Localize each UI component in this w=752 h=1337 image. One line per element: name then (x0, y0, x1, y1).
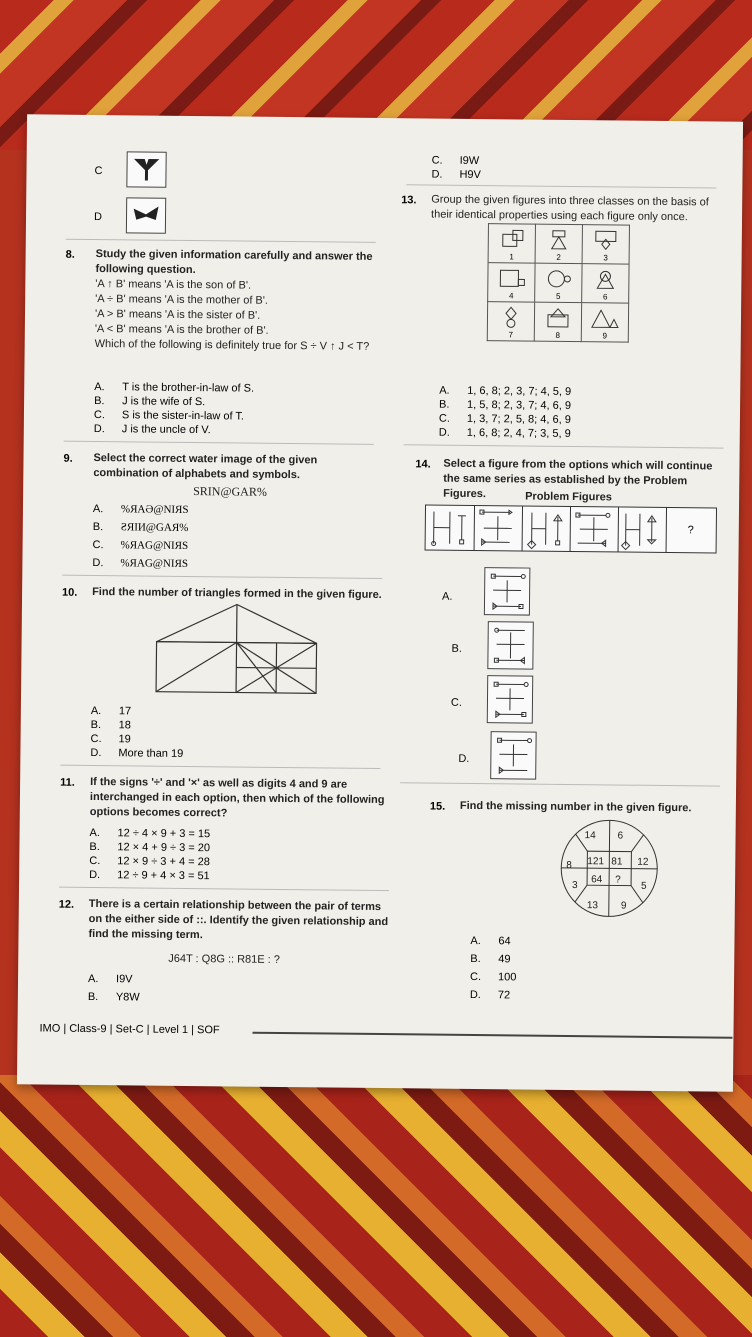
problem-figure-unknown: ? (687, 524, 694, 537)
prev-option-c: C (94, 164, 103, 178)
problem-figure-2 (474, 506, 523, 551)
q11-number: 11. (60, 776, 75, 789)
option-c-figure (126, 151, 166, 187)
grid-cell-7: 7 (487, 302, 534, 341)
divider (66, 239, 376, 243)
q15-num-3: 3 (571, 880, 578, 892)
q11-option-a[interactable]: A. 12 ÷ 4 × 9 + 3 = 15 (89, 826, 211, 841)
q12-text: There is a certain relationship between the pair of terms on the either side of ::. Identify the given relationship and find the missing term. (88, 897, 389, 942)
q8-option-d[interactable]: D. J is the uncle of V. (93, 422, 211, 437)
grid-cell-8: 8 (534, 302, 581, 341)
q10-option-c[interactable]: C. 19 (90, 732, 131, 746)
q8-block (95, 247, 376, 355)
q12-option-c-continued[interactable]: C. I9W (431, 154, 480, 168)
q8-number: 8. (65, 248, 75, 261)
q8-option-c[interactable]: C. S is the sister-in-law of T. (93, 408, 245, 423)
problem-figures-label: Problem Figures (525, 490, 612, 504)
grid-cell-2: 2 (535, 224, 582, 263)
problem-figure-5 (618, 507, 667, 552)
q15-num-5: 5 (640, 880, 647, 892)
q10-option-b[interactable]: B. 18 (90, 718, 132, 732)
q13-number: 13. (401, 194, 417, 207)
q14-option-c[interactable] (487, 675, 534, 723)
q10-option-a[interactable]: A. 17 (90, 704, 132, 718)
q9-number: 9. (63, 452, 73, 465)
q9-text: Select the correct water image of the given combination of alphabets and symbols. (93, 451, 318, 482)
grid-cell-4: 4 (488, 263, 535, 302)
q9-option-d[interactable]: D. %ЯAG@NIЯS (92, 556, 189, 570)
q14-option-d-label: D. (458, 752, 470, 765)
q15-num-64: 64 (591, 874, 603, 886)
grid-cell-9: 9 (581, 303, 628, 342)
q15-num-13: 13 (586, 900, 599, 912)
divider (62, 575, 382, 579)
q11-text: If the signs '÷' and '×' as well as digits 4 and 9 are interchanged in each option, then which of the following options becomes correct? (89, 775, 385, 820)
q13-option-d[interactable]: D. 1, 6, 8; 2, 4, 7; 3, 5, 9 (438, 426, 571, 440)
triangle-figure (151, 602, 322, 696)
q14-option-a-label: A. (442, 590, 453, 603)
q10-text: Find the number of triangles formed in the given figure. (92, 585, 382, 602)
q10-option-d[interactable]: D. More than 19 (90, 746, 184, 760)
q15-number: 15. (429, 800, 446, 813)
q8-rule-1: 'A ↑ B' means 'A is the son of B'. (95, 278, 252, 292)
q15-num-9: 9 (620, 900, 627, 912)
grid-cell-6: 6 (582, 264, 629, 303)
q14-option-d[interactable] (490, 731, 537, 779)
problem-figures-strip (425, 504, 717, 553)
divider (400, 782, 720, 786)
divider (404, 444, 724, 448)
prev-option-d: D (93, 210, 103, 224)
q13-figure-grid (487, 223, 630, 342)
q13-text: Group the given figures into three classes on the basis of their identical properties using each figure only once. (431, 193, 709, 224)
q12-option-d-continued[interactable]: D. H9V (431, 168, 481, 182)
q14-option-a[interactable] (484, 567, 531, 615)
q14-option-b-label: B. (451, 642, 462, 655)
q8-question: Which of the following is definitely true for S ÷ V ↑ J < T? (94, 337, 370, 353)
q15-num-8: 8 (566, 859, 572, 872)
q12-option-b[interactable]: B. Y8W (87, 990, 140, 1004)
q8-text: Study the given information carefully and answer the following question. (95, 248, 373, 277)
divider (406, 184, 716, 188)
grid-cell-3: 3 (582, 225, 629, 264)
q15-text: Find the missing number in the given figure. (459, 799, 692, 815)
q14-option-c-label: C. (450, 696, 463, 709)
q15-num-6: 6 (617, 830, 624, 842)
q9-option-b[interactable]: B. ƧЯIИ@GAЯ% (92, 520, 189, 534)
option-d-figure (126, 197, 166, 233)
q8-rule-3: 'A > B' means 'A is the sister of B'. (94, 308, 261, 322)
background-cloth-bottom (0, 1075, 752, 1337)
q9-option-a[interactable]: A. %ЯAӘ@NIЯS (92, 502, 189, 516)
problem-figure-4 (570, 507, 619, 552)
q12-pair: J64T : Q8G :: R81E : ? (168, 952, 281, 966)
q11-option-d[interactable]: D. 12 ÷ 9 + 4 × 3 = 51 (89, 868, 210, 883)
q15-option-c[interactable]: C. 100 (470, 970, 517, 984)
divider (64, 441, 374, 445)
q15-option-d[interactable]: D. 72 (469, 988, 511, 1002)
q8-rule-4: 'A < B' means 'A is the brother of B'. (94, 322, 269, 337)
exam-paper (17, 114, 743, 1091)
q12-number: 12. (58, 898, 75, 911)
q8-option-a[interactable]: A. T is the brother-in-law of S. (94, 380, 255, 395)
q8-rule-2: 'A ÷ B' means 'A is the mother of B'. (95, 293, 269, 307)
q14-option-b[interactable] (487, 621, 534, 669)
q13-option-c[interactable]: C. 1, 3, 7; 2, 5, 8; 4, 6, 9 (438, 412, 571, 426)
problem-figure-1 (426, 505, 475, 550)
q13-option-a[interactable]: A. 1, 6, 8; 2, 3, 7; 4, 5, 9 (439, 384, 572, 398)
q15-num-12: 12 (637, 856, 649, 868)
q8-option-b[interactable]: B. J is the wife of S. (94, 394, 206, 409)
grid-cell-1: 1 (488, 224, 535, 263)
q15-option-b[interactable]: B. 49 (470, 952, 511, 966)
q9-option-c[interactable]: C. %ЯAG@NIЯS (92, 538, 189, 552)
divider (59, 887, 389, 891)
q14-text: Select a figure from the options which will continue the same series as established by the Problem Figures. (443, 457, 713, 501)
q15-option-a[interactable]: A. 64 (470, 934, 511, 948)
q13-option-b[interactable]: B. 1, 5, 8; 2, 3, 7; 4, 6, 9 (439, 398, 572, 412)
q15-num-14: 14 (584, 830, 596, 842)
q14-number: 14. (415, 458, 431, 471)
q15-missing-number: ? (615, 874, 621, 886)
footer-line (252, 1032, 732, 1039)
q11-option-c[interactable]: C. 12 × 9 ÷ 3 + 4 = 28 (89, 854, 210, 869)
q15-num-81: 81 (611, 856, 623, 868)
q12-option-a[interactable]: A. I9V (87, 972, 133, 986)
q10-number: 10. (62, 586, 78, 599)
divider (60, 765, 380, 769)
q11-option-b[interactable]: B. 12 × 4 + 9 ÷ 3 = 20 (89, 840, 211, 855)
q15-num-121: 121 (587, 856, 605, 868)
page-footer: IMO | Class-9 | Set-C | Level 1 | SOF (39, 1022, 220, 1037)
grid-cell-5: 5 (535, 263, 582, 302)
problem-figure-3 (522, 506, 571, 551)
q9-combination: SRIN@GAR% (193, 484, 267, 499)
